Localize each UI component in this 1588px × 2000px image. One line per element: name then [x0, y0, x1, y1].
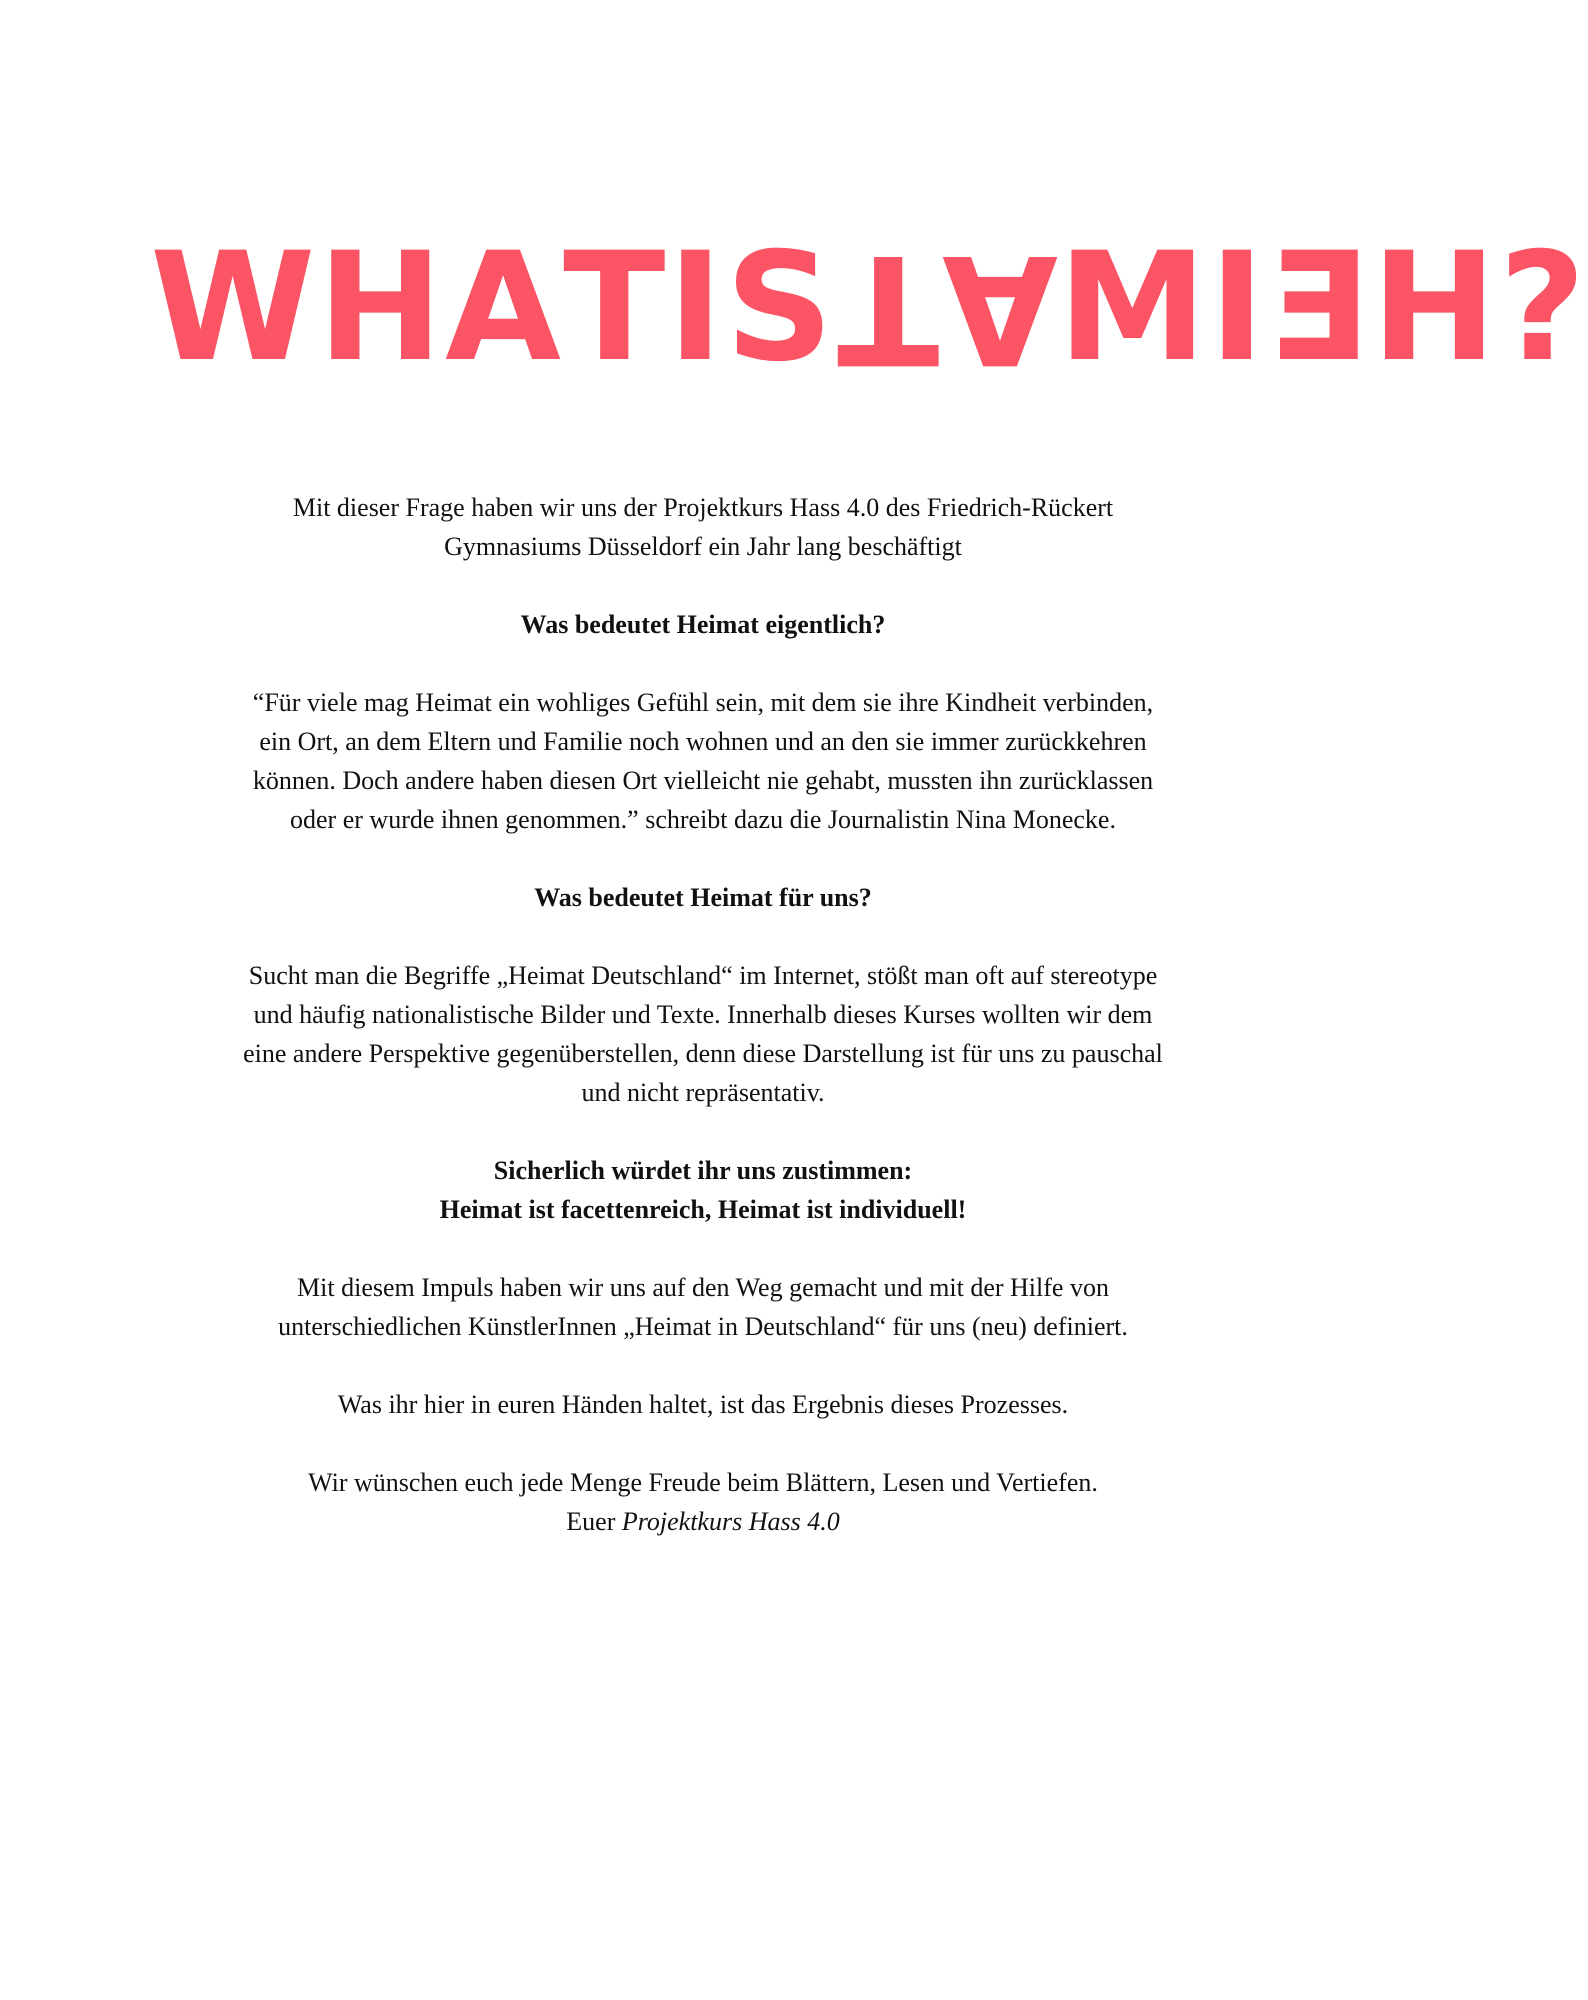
closing-greeting: Euer [566, 1507, 616, 1536]
paragraph-line: Mit diesem Impuls haben wir uns auf den Weg gemacht und mit der Hilfe von [297, 1273, 1109, 1302]
quote-line: können. Doch andere haben diesen Ort vielleicht nie gehabt, mussten ihn zurücklassen [252, 766, 1154, 795]
closing-paragraph [180, 1463, 1226, 1541]
paragraph-line: unterschiedlichen KünstlerInnen „Heimat in Deutschland“ für uns (neu) definiert. [278, 1312, 1128, 1341]
paragraph-line: Sucht man die Begriffe „Heimat Deutschland“ im Internet, stößt man oft auf stereotype [248, 961, 1158, 990]
statement-paragraph [180, 1151, 1226, 1229]
result-paragraph: Was ihr hier in euren Händen haltet, ist das Ergebnis dieses Prozesses. [337, 1390, 1069, 1419]
statement-line: Sicherlich würdet ihr uns zustimmen: [493, 1156, 913, 1185]
body-text [180, 488, 1226, 1580]
quote-line: ein Ort, an dem Eltern und Familie noch wohnen und an den sie immer zurückkehren [259, 727, 1147, 756]
quote-paragraph [180, 683, 1226, 839]
paragraph-line: und nicht repräsentativ. [581, 1078, 825, 1107]
internet-paragraph [180, 956, 1226, 1112]
statement-line: Heimat ist facettenreich, Heimat ist individuell! [439, 1195, 967, 1224]
heading-heimat-for-us: Was bedeutet Heimat für uns? [534, 883, 872, 912]
quote-line: “Für viele mag Heimat ein wohliges Gefühl sein, mit dem sie ihre Kindheit verbinden, [252, 688, 1154, 717]
intro-line: Mit dieser Frage haben wir uns der Projektkurs Hass 4.0 des Friedrich-Rückert [292, 493, 1114, 522]
title-logo: W H A T I S T A M I E H ? [150, 221, 1588, 395]
intro-line: Gymnasiums Düsseldorf ein Jahr lang beschäftigt [444, 532, 962, 561]
heading-heimat-meaning: Was bedeutet Heimat eigentlich? [520, 610, 886, 639]
intro-paragraph [180, 488, 1226, 566]
paragraph-line: eine andere Perspektive gegenüberstellen, denn diese Darstellung ist für uns zu pauschal [243, 1039, 1163, 1068]
closing-signature: Projektkurs Hass 4.0 [621, 1507, 840, 1536]
quote-line: oder er wurde ihnen genommen.” schreibt dazu die Journalistin Nina Monecke. [290, 805, 1116, 834]
paragraph-line: und häufig nationalistische Bilder und Texte. Innerhalb dieses Kurses wollten wir dem [253, 1000, 1153, 1029]
closing-line: Wir wünschen euch jede Menge Freude beim Blättern, Lesen und Vertiefen. [308, 1468, 1098, 1497]
impulse-paragraph [180, 1268, 1226, 1346]
